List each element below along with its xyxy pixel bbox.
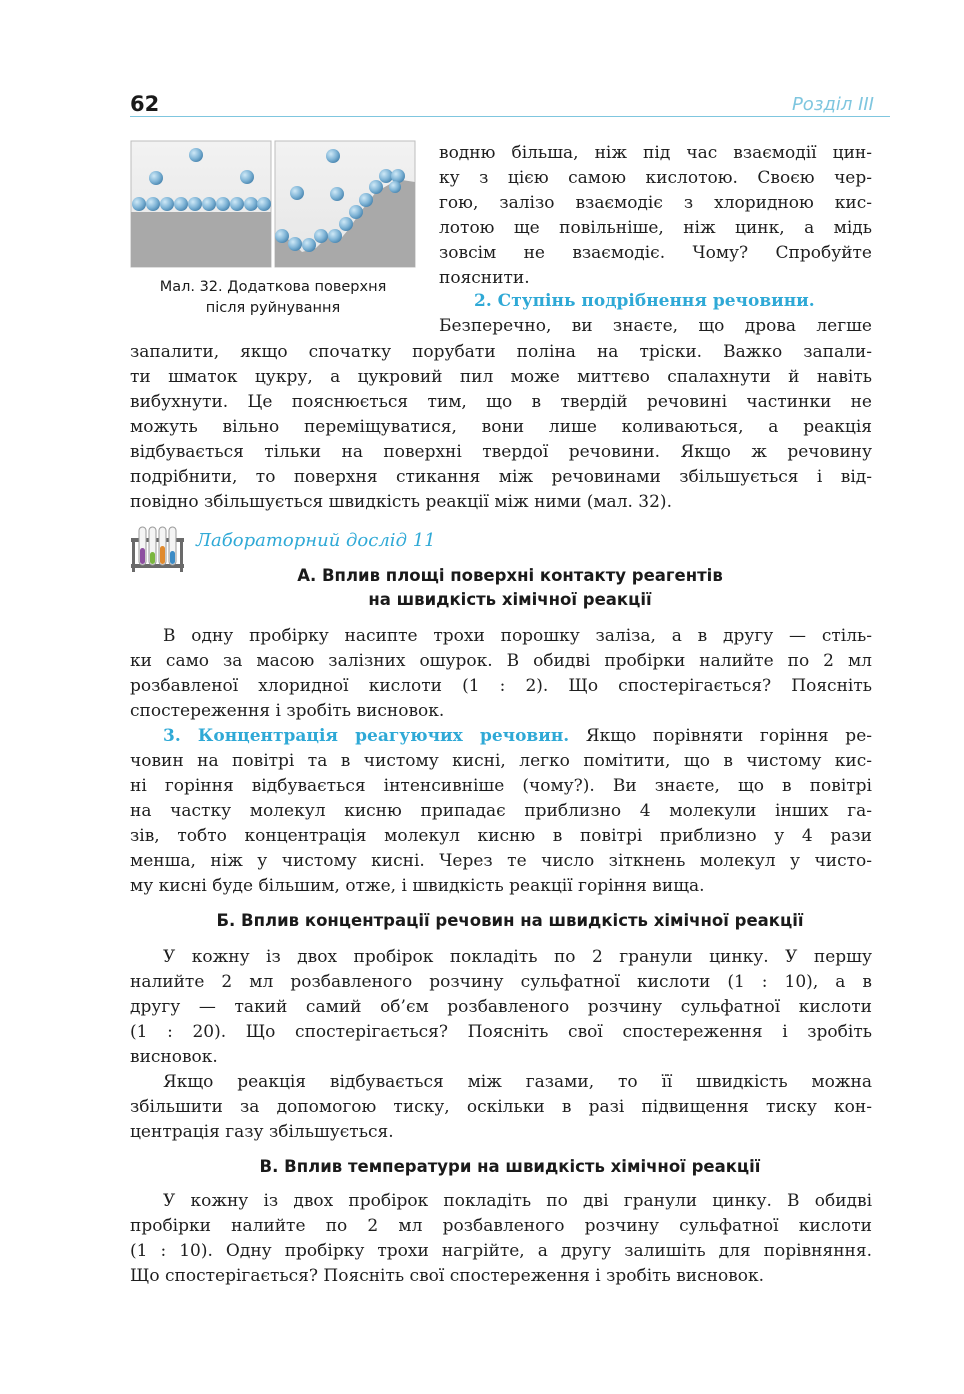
point-3-heading: 3. Концентрація реагуючих речовин. (163, 726, 570, 746)
text-line: лотою ще повільніше, ніж цинк, а мідь (439, 218, 872, 238)
text-line: налийте 2 мл розбавленого розчину сульфатної кислоти (1 : 10), а в (130, 972, 872, 992)
text-line: В одну пробірку насипте трохи порошку заліза, а в другу — стіль- (163, 626, 872, 646)
text-line: Якщо реакція відбувається між газами, то її швидкість можна (163, 1072, 872, 1092)
text-line: ки само за масою залізних ошурок. В обидві пробірки налийте по 2 мл (130, 651, 872, 671)
text-line: вибухнути. Це пояснюється тим, що в твердій речовині частинки не (130, 392, 872, 412)
text-line: (1 : 10). Одну пробірку трохи нагрійте, а другу залишіть для порівняння. (130, 1241, 872, 1261)
text-line: центрація газу збільшується. (130, 1122, 394, 1142)
text-line (163, 724, 872, 749)
text-line: можуть вільно переміщуватися, вони лише коливаються, а реакція (130, 417, 872, 437)
caption-line: після руйнування (205, 300, 341, 316)
text-line: розбавленої хлоридної кислоти (1 : 2). Що спостерігається? Поясніть (130, 676, 872, 696)
text-line: зів, тобто концентрація молекул кисню в повітрі приблизно у 4 рази (130, 826, 872, 846)
heading-a-line1: А. Вплив площі поверхні контакту реагентів (297, 566, 723, 585)
text-line: У кожну із двох пробірок покладіть по 2 гранули цинку. У першу (163, 947, 872, 967)
text-line: висновок. (130, 1047, 218, 1067)
text-line: другу — такий самий об’єм розбавленого розчину сульфатної кислоти (130, 997, 872, 1017)
text-line: запалити, якщо спочатку порубати поліна на тріски. Важко запали- (130, 342, 872, 362)
figure-caption (130, 277, 416, 319)
section-title: Розділ ІІІ (791, 94, 874, 115)
text-line: му кисні буде більшим, отже, і швидкість реакції горіння вища. (130, 876, 705, 896)
heading-c: В. Вплив температури на швидкість хімічної реакції (259, 1157, 761, 1176)
text-line: зовсім не взаємодіє. Чому? Спробуйте (439, 243, 872, 263)
text-line: ні горіння відбувається інтенсивніше (чому?). Ви знаєте, що в повітрі (130, 776, 872, 796)
text-line: Безперечно, ви знаєте, що дрова легше (439, 316, 872, 336)
text-line: Що спостерігається? Поясніть свої спостереження і зробіть висновок. (130, 1266, 765, 1286)
surface-illustration (130, 140, 416, 270)
page-number: 62 (130, 92, 160, 116)
point-3-first-rest: Якщо порівняти горіння ре- (585, 726, 872, 746)
header-rule (130, 116, 890, 117)
text-line: на частку молекул кисню припадає приблизно 4 молекули інших га- (130, 801, 872, 821)
point-2-heading: 2. Ступінь подрібнення речовини. (474, 291, 815, 311)
text-line: подрібнити, то поверхня стикання між речовинами збільшується і від- (130, 467, 872, 487)
text-line: відбувається тільки на поверхні твердої речовини. Якщо ж речовину (130, 442, 872, 462)
text-line: водню більша, ніж під час взаємодії цин- (439, 143, 872, 163)
text-line: пояснити. (439, 268, 530, 288)
figure-32 (130, 140, 416, 270)
heading-a-line2: на швидкість хімічної реакції (368, 590, 652, 609)
text-line: човин на повітрі та в чистому кисні, легко помітити, що в чистому кис- (130, 751, 872, 771)
text-line: збільшити за допомогою тиску, оскільки в разі підвищення тиску кон- (130, 1097, 872, 1117)
text-line: спостереження і зробіть висновок. (130, 701, 445, 721)
caption-line: Мал. 32. Додаткова поверхня (159, 279, 387, 295)
text-line: пробірки налийте по 2 мл розбавленого розчину сульфатної кислоти (130, 1216, 872, 1236)
lab-experiment-title: Лабораторний дослід 11 (196, 530, 436, 551)
heading-b: Б. Вплив концентрації речовин на швидкість хімічної реакції (216, 911, 804, 930)
text-line: гою, залізо взаємодіє з хлоридною кис- (439, 193, 872, 213)
text-line: ти шматок цукру, а цукровий пил може миттєво спалахнути й навіть (130, 367, 872, 387)
text-line: менша, ніж у чистому кисні. Через те число зіткнень молекул у чисто- (130, 851, 872, 871)
text-line: повідно збільшується швидкість реакції між ними (мал. 32). (130, 492, 672, 512)
text-line: (1 : 20). Що спостерігається? Поясніть свої спостереження і зробіть (130, 1022, 872, 1042)
text-line: ку з цією самою кислотою. Своєю чер- (439, 168, 872, 188)
text-line: У кожну із двох пробірок покладіть по дві гранули цинку. В обидві (163, 1191, 872, 1211)
